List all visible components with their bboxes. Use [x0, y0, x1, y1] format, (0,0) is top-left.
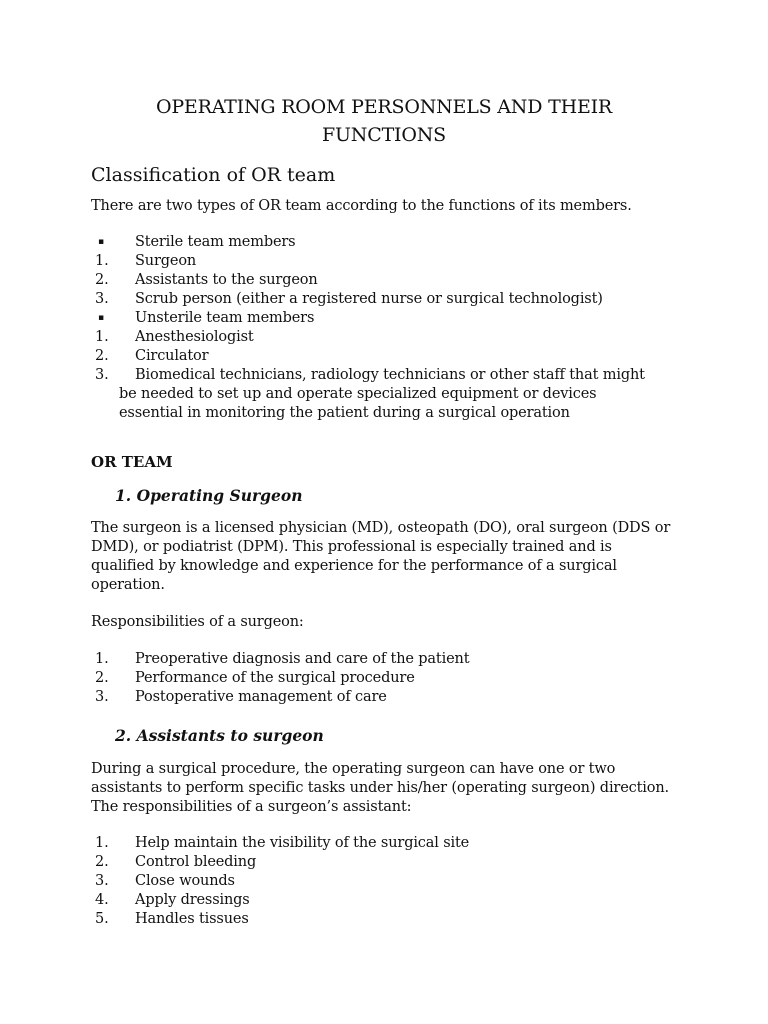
title-line-2: FUNCTIONS — [322, 124, 446, 146]
list-item-text: Anesthesiologist — [135, 329, 254, 345]
list-item — [95, 853, 695, 872]
list-number: 3. — [95, 291, 109, 307]
assistant-responsibilities-list — [95, 834, 695, 929]
team-list — [95, 233, 695, 423]
list-item — [95, 271, 695, 290]
surgeon-responsibilities-label: Responsibilities of a surgeon: — [91, 614, 304, 630]
list-item — [95, 872, 695, 891]
list-item-text: Control bleeding — [135, 854, 257, 870]
list-item-text: Help maintain the visibility of the surgical site — [135, 835, 470, 851]
list-item — [95, 366, 695, 423]
section-heading-assistants: 2. Assistants to surgeon — [115, 726, 324, 745]
list-number: 3. — [95, 367, 109, 383]
list-item — [95, 669, 695, 688]
list-item-line: be needed to set up and operate specialized equipment or devices — [119, 386, 597, 402]
list-number: 1. — [95, 253, 109, 269]
bullet-marker: ▪ — [98, 313, 104, 323]
list-item-text: Performance of the surgical procedure — [135, 670, 415, 686]
list-number: 3. — [95, 873, 109, 889]
list-item-text: Unsterile team members — [135, 310, 315, 326]
section-heading-operating-surgeon: 1. Operating Surgeon — [115, 486, 303, 505]
list-item-text: Circulator — [135, 348, 209, 364]
list-item-text: Sterile team members — [135, 234, 296, 250]
surgeon-responsibilities-list — [95, 650, 695, 707]
list-item-text: Close wounds — [135, 873, 235, 889]
list-item — [95, 688, 695, 707]
list-item — [95, 891, 695, 910]
list-item-text — [119, 366, 715, 423]
list-item-text: Postoperative management of care — [135, 689, 387, 705]
list-number: 1. — [95, 329, 109, 345]
list-item-text: Preoperative diagnosis and care of the patient — [135, 651, 470, 667]
or-team-heading: OR TEAM — [91, 453, 173, 471]
list-item — [95, 650, 695, 669]
list-number: 2. — [95, 272, 109, 288]
list-number: 1. — [95, 835, 109, 851]
list-item — [95, 290, 695, 309]
bullet-marker: ▪ — [98, 237, 104, 247]
list-item — [95, 834, 695, 853]
list-item — [95, 233, 695, 252]
list-item — [95, 328, 695, 347]
list-number: 2. — [95, 348, 109, 364]
list-item-text: Handles tissues — [135, 911, 249, 927]
list-item-line: Biomedical technicians, radiology technicians or other staff that might — [135, 367, 645, 383]
page-title — [84, 93, 684, 149]
surgeon-paragraph: The surgeon is a licensed physician (MD), osteopath (DO), oral surgeon (DDS or DMD), or podiatrist (DPM). This professional is especially trained and is qualified by knowledge and experience for the performance of a surgical operation. — [91, 520, 671, 593]
assistants-paragraph: During a surgical procedure, the operating surgeon can have one or two assistants to perform specific tasks under his/her (operating surgeon) direction. The responsibilities of a surgeon’s assistant: — [91, 761, 670, 815]
title-line-1: OPERATING ROOM PERSONNELS AND THEIR — [155, 96, 613, 118]
list-number: 2. — [95, 670, 109, 686]
list-number: 2. — [95, 854, 109, 870]
intro-paragraph: There are two types of OR team according to the functions of its members. — [91, 198, 632, 214]
list-item-text: Assistants to the surgeon — [135, 272, 318, 288]
list-item — [95, 252, 695, 271]
list-item — [95, 910, 695, 929]
list-number: 4. — [95, 892, 109, 908]
list-item — [95, 309, 695, 328]
list-item-text: Surgeon — [135, 253, 197, 269]
list-item-line: essential in monitoring the patient during a surgical operation — [119, 405, 570, 421]
classification-heading: Classification of OR team — [91, 164, 336, 186]
list-item — [95, 347, 695, 366]
list-item-text: Scrub person (either a registered nurse or surgical technologist) — [135, 291, 603, 307]
list-item-text: Apply dressings — [135, 892, 250, 908]
list-number: 5. — [95, 911, 109, 927]
list-number: 1. — [95, 651, 109, 667]
list-number: 3. — [95, 689, 109, 705]
